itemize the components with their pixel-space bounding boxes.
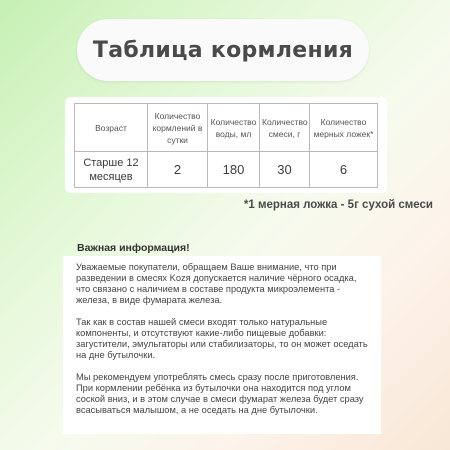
header-feedings-per-day: Количество кормлений в сутки — [148, 104, 208, 152]
feeding-table-card — [65, 97, 387, 193]
header-age: Возраст — [75, 104, 148, 152]
cell-age: Старше 12 месяцев — [75, 152, 148, 188]
cell-water: 180 — [208, 152, 260, 188]
feeding-table — [74, 103, 378, 188]
page-title: Таблица кормления — [92, 37, 354, 63]
cell-feedings: 2 — [148, 152, 208, 188]
header-scoops: Количество мерных ложек* — [310, 104, 378, 152]
info-heading: Важная информация! — [77, 242, 190, 254]
info-paragraph-3: Мы рекомендуем употреблять смесь сразу после приготовления. При кормлении ребёнка из бутылочки она находится под углом соской вниз, и в этом случае в смеси фумарат железа будет сразу всасываться малышом, а не оседать на дне бутылочки. — [76, 372, 364, 415]
table-row — [75, 152, 378, 188]
info-paragraph-2: Так как в состав нашей смеси входят только натуральные компоненты, и отсутствуют какие-либо пищевые добавки: загустители, эмульгаторы или стабилизаторы, то он может оседать на дне бутылочки. — [76, 317, 368, 360]
title-banner — [77, 19, 369, 81]
info-paragraph-1: Уважаемые покупатели, обращаем Ваше внимание, что при разведении в смесях Kozя допускается наличие чёрного осадка, что связано с наличием в составе продукта микроэлемента - железа, в виде фумарата железа. — [76, 262, 357, 305]
cell-scoops: 6 — [310, 152, 378, 188]
scoop-footnote: *1 мерная ложка - 5г сухой смеси — [243, 199, 433, 211]
header-formula-g: Количество смеси, г — [260, 104, 310, 152]
header-water-ml: Количество воды, мл — [208, 104, 260, 152]
table-header-row — [75, 104, 378, 152]
cell-formula: 30 — [260, 152, 310, 188]
info-card — [63, 256, 381, 434]
